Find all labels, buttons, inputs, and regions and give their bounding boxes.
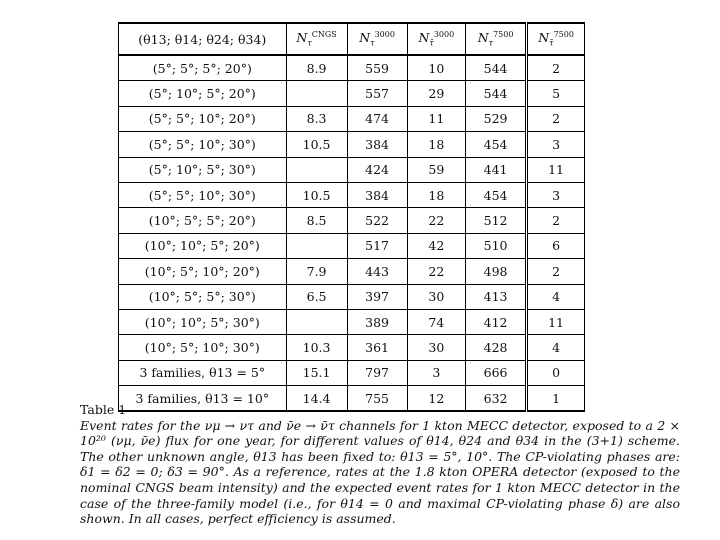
row-value-cell: 7.9	[286, 259, 347, 284]
row-value-cell: 397	[347, 284, 407, 309]
row-value-cell: 412	[466, 309, 527, 334]
table-row	[119, 157, 585, 182]
row-value-cell: 42	[407, 233, 465, 258]
row-value-cell: 8.9	[286, 55, 347, 81]
event-rates-table	[118, 22, 585, 412]
row-value-cell: 0	[527, 360, 585, 385]
header-col-1: $N_\tau^{CNGS}$	[286, 23, 347, 55]
row-angles-cell: (5°; 10°; 5°; 20°)	[119, 81, 287, 106]
row-value-cell: 441	[466, 157, 527, 182]
row-value-cell: 11	[407, 106, 465, 131]
table-row	[119, 360, 585, 385]
row-value-cell: 517	[347, 233, 407, 258]
row-value-cell: 6.5	[286, 284, 347, 309]
row-value-cell: 18	[407, 132, 465, 157]
row-value-cell: 8.3	[286, 106, 347, 131]
row-angles-cell: (10°; 5°; 10°; 30°)	[119, 335, 287, 360]
row-angles-cell: (5°; 5°; 5°; 20°)	[119, 55, 287, 81]
row-value-cell: 10.5	[286, 132, 347, 157]
row-value-cell: 559	[347, 55, 407, 81]
row-value-cell: 498	[466, 259, 527, 284]
row-value-cell: 10.3	[286, 335, 347, 360]
row-angles-cell: (10°; 5°; 5°; 30°)	[119, 284, 287, 309]
row-value-cell: 389	[347, 309, 407, 334]
row-value-cell: 14.4	[286, 386, 347, 412]
table-row	[119, 233, 585, 258]
row-value-cell: 413	[466, 284, 527, 309]
header-angles: (θ13; θ14; θ24; θ34)	[119, 23, 287, 55]
row-value-cell: 4	[527, 284, 585, 309]
row-value-cell: 18	[407, 182, 465, 207]
row-value-cell: 557	[347, 81, 407, 106]
row-value-cell: 29	[407, 81, 465, 106]
row-value-cell: 755	[347, 386, 407, 412]
row-value-cell: 2	[527, 55, 585, 81]
row-angles-cell: 3 families, θ13 = 10°	[119, 386, 287, 412]
table-row	[119, 132, 585, 157]
table-row	[119, 208, 585, 233]
row-value-cell: 474	[347, 106, 407, 131]
table-header-row	[119, 23, 585, 55]
row-value-cell	[286, 157, 347, 182]
row-value-cell: 454	[466, 132, 527, 157]
row-value-cell: 22	[407, 259, 465, 284]
row-value-cell: 512	[466, 208, 527, 233]
row-value-cell: 2	[527, 106, 585, 131]
table-row	[119, 81, 585, 106]
table-row	[119, 335, 585, 360]
row-angles-cell: (5°; 5°; 10°; 30°)	[119, 132, 287, 157]
row-value-cell: 428	[466, 335, 527, 360]
row-angles-cell: (10°; 5°; 5°; 20°)	[119, 208, 287, 233]
row-angles-cell: (10°; 10°; 5°; 20°)	[119, 233, 287, 258]
row-angles-cell: (10°; 5°; 10°; 20°)	[119, 259, 287, 284]
table-row	[119, 259, 585, 284]
row-value-cell: 3	[407, 360, 465, 385]
table-row	[119, 55, 585, 81]
row-value-cell	[286, 233, 347, 258]
row-value-cell: 3	[527, 182, 585, 207]
row-value-cell: 443	[347, 259, 407, 284]
row-angles-cell: (5°; 5°; 10°; 20°)	[119, 106, 287, 131]
row-value-cell: 666	[466, 360, 527, 385]
row-value-cell: 6	[527, 233, 585, 258]
row-value-cell	[286, 309, 347, 334]
row-value-cell: 632	[466, 386, 527, 412]
row-value-cell: 454	[466, 182, 527, 207]
row-value-cell: 544	[466, 81, 527, 106]
table-row	[119, 309, 585, 334]
row-value-cell: 797	[347, 360, 407, 385]
row-value-cell: 510	[466, 233, 527, 258]
header-col-4: $N_\tau^{7500}$	[466, 23, 527, 55]
row-angles-cell: (10°; 10°; 5°; 30°)	[119, 309, 287, 334]
caption-title: Table 1	[80, 402, 127, 417]
row-value-cell: 544	[466, 55, 527, 81]
row-value-cell: 30	[407, 335, 465, 360]
table-row	[119, 284, 585, 309]
row-value-cell: 5	[527, 81, 585, 106]
row-value-cell: 361	[347, 335, 407, 360]
row-value-cell	[286, 81, 347, 106]
row-value-cell: 30	[407, 284, 465, 309]
row-value-cell: 59	[407, 157, 465, 182]
row-value-cell: 22	[407, 208, 465, 233]
row-value-cell: 74	[407, 309, 465, 334]
row-value-cell: 11	[527, 309, 585, 334]
row-value-cell: 12	[407, 386, 465, 412]
caption-body: Event rates for the νμ → ντ and ν̄e → ν̄τ channels for 1 kton MECC detector, exposed to a 2 × 10²⁰ (νμ, ν̄e) flux for one year, for different values of θ14, θ24 and θ34 in the (3+1) scheme. The other unknown angle, θ13 has been fixed to: θ13 = 5°, 10°. The CP-violating phases are: δ1 = δ2 = 0; δ3 = 90°. As a reference, rates at the 1.8 kton OPERA detector (exposed to the nominal CNGS beam intensity) and the expected event rates for 1 kton MECC detector in the case of the three-family model (i.e., for θ14 = 0 and maximal CP-violating phase δ) are also shown. In all cases, perfect efficiency is assumed.	[80, 417, 680, 527]
row-value-cell: 384	[347, 182, 407, 207]
row-value-cell: 3	[527, 132, 585, 157]
header-col-3: $N_{\taū}^{3000}$	[407, 23, 465, 55]
row-value-cell: 529	[466, 106, 527, 131]
header-col-5: $N_{\taū}^{7500}$	[527, 23, 585, 55]
row-value-cell: 1	[527, 386, 585, 412]
row-value-cell: 384	[347, 132, 407, 157]
row-angles-cell: (5°; 10°; 5°; 30°)	[119, 157, 287, 182]
header-col-2: $N_\tau^{3000}$	[347, 23, 407, 55]
row-value-cell: 424	[347, 157, 407, 182]
table-row	[119, 182, 585, 207]
row-angles-cell: 3 families, θ13 = 5°	[119, 360, 287, 385]
row-angles-cell: (5°; 5°; 10°; 30°)	[119, 182, 287, 207]
row-value-cell: 2	[527, 259, 585, 284]
table-row	[119, 106, 585, 131]
row-value-cell: 10	[407, 55, 465, 81]
row-value-cell: 522	[347, 208, 407, 233]
row-value-cell: 4	[527, 335, 585, 360]
row-value-cell: 8.5	[286, 208, 347, 233]
table-caption	[80, 402, 680, 527]
row-value-cell: 2	[527, 208, 585, 233]
row-value-cell: 11	[527, 157, 585, 182]
row-value-cell: 10.5	[286, 182, 347, 207]
row-value-cell: 15.1	[286, 360, 347, 385]
